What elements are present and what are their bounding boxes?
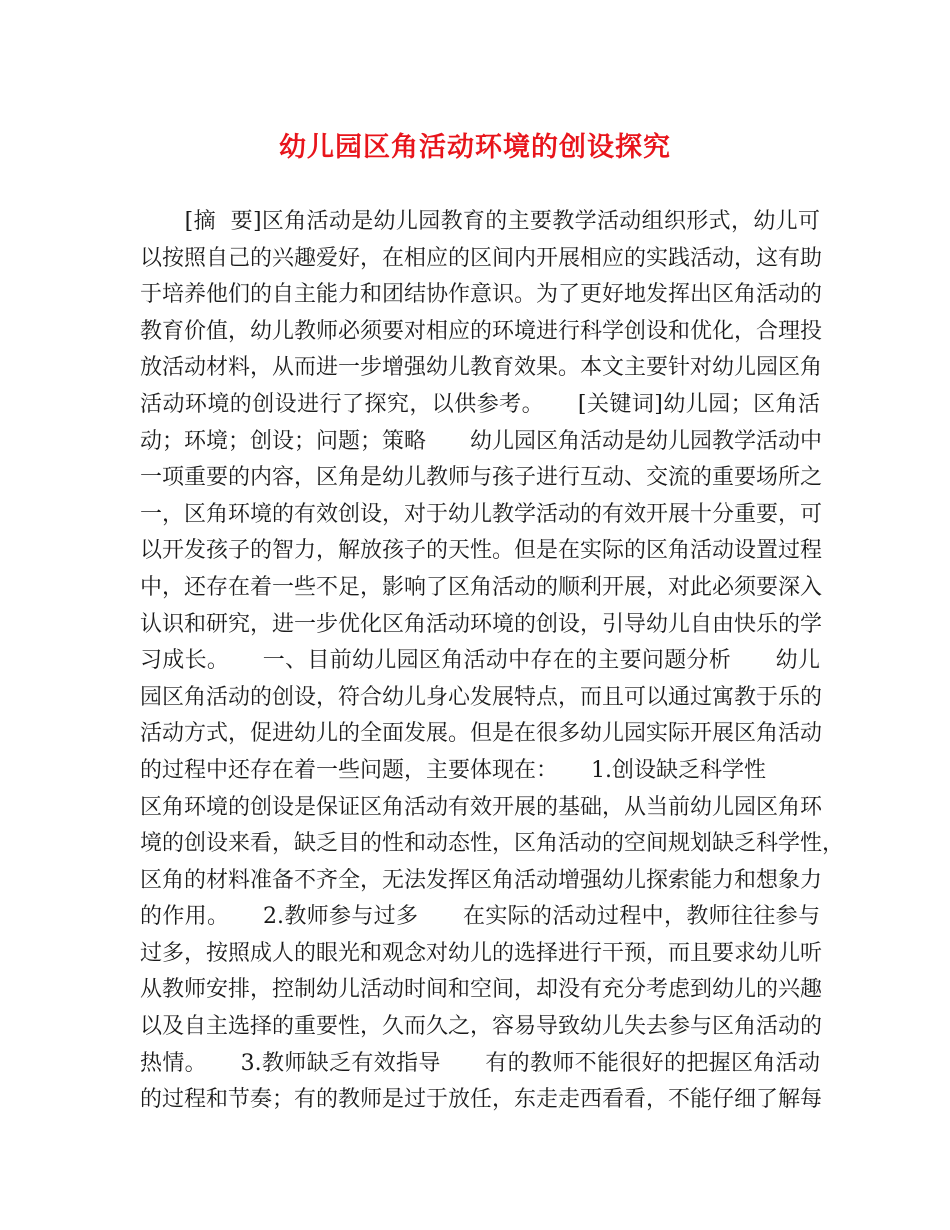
body-line: 动；环境；创设；问题；策略 幼儿园区角活动是幼儿园教学活动中: [140, 428, 823, 454]
body-line: 以及自主选择的重要性，久而久之，容易导致幼儿失去参与区角活动的: [140, 1014, 823, 1040]
body-line: [摘 要]区角活动是幼儿园教育的主要教学活动组织形式，幼儿可: [140, 209, 820, 234]
body-line: 的作用。 2.教师参与过多 在实际的活动过程中，教师往往参与: [140, 904, 820, 930]
body-line: 区角的材料准备不齐全，无法发挥区角活动增强幼儿探索能力和想象力: [140, 867, 823, 893]
body-line: 区角环境的创设是保证区角活动有效开展的基础，从当前幼儿园区角环: [140, 794, 823, 820]
body-line: 的过程中还存在着一些问题，主要体现在： 1.创设缺乏科学性: [140, 757, 766, 783]
document-title: 幼儿园区角活动环境的创设探究: [279, 132, 671, 163]
body-line: 放活动材料，从而进一步增强幼儿教育效果。本文主要针对幼儿园区角: [140, 355, 823, 381]
body-line: 一项重要的内容，区角是幼儿教师与孩子进行互动、交流的重要场所之: [140, 465, 823, 491]
body-line: 以按照自己的兴趣爱好，在相应的区间内开展相应的实践活动，这有助: [140, 245, 823, 271]
body-line: 热情。 3.教师缺乏有效指导 有的教师不能很好的把握区角活动: [140, 1050, 820, 1076]
body-line: 从教师安排，控制幼儿活动时间和空间，却没有充分考虑到幼儿的兴趣: [140, 977, 823, 1003]
body-line: 的过程和节奏；有的教师是过于放任，东走走西看看，不能仔细了解每: [140, 1087, 823, 1113]
body-line: 教育价值，幼儿教师必须要对相应的环境进行科学创设和优化，合理投: [140, 318, 823, 344]
document-body: [140, 204, 845, 1119]
body-line: 以开发孩子的智力，解放孩子的天性。但是在实际的区角活动设置过程: [140, 538, 823, 564]
body-line: 活动方式，促进幼儿的全面发展。但是在很多幼儿园实际开展区角活动: [140, 721, 823, 747]
body-line: 活动环境的创设进行了探究，以供参考。 [关键词]幼儿园；区角活: [140, 391, 820, 417]
body-line: 中，还存在着一些不足，影响了区角活动的顺利开展，对此必须要深入: [140, 574, 823, 600]
body-line: 境的创设来看，缺乏目的性和动态性，区角活动的空间规划缺乏科学性，: [140, 831, 845, 857]
body-line: 于培养他们的自主能力和团结协作意识。为了更好地发挥出区角活动的: [140, 282, 823, 308]
body-line: 认识和研究，进一步优化区角活动环境的创设，引导幼儿自由快乐的学: [140, 611, 823, 637]
body-line: 园区角活动的创设，符合幼儿身心发展特点，而且可以通过寓教于乐的: [140, 684, 823, 710]
body-line: 一，区角环境的有效创设，对于幼儿教学活动的有效开展十分重要，可: [140, 501, 823, 527]
body-line: 过多，按照成人的眼光和观念对幼儿的选择进行干预，而且要求幼儿听: [140, 940, 823, 966]
body-line: 习成长。 一、目前幼儿园区角活动中存在的主要问题分析 幼儿: [140, 648, 820, 674]
